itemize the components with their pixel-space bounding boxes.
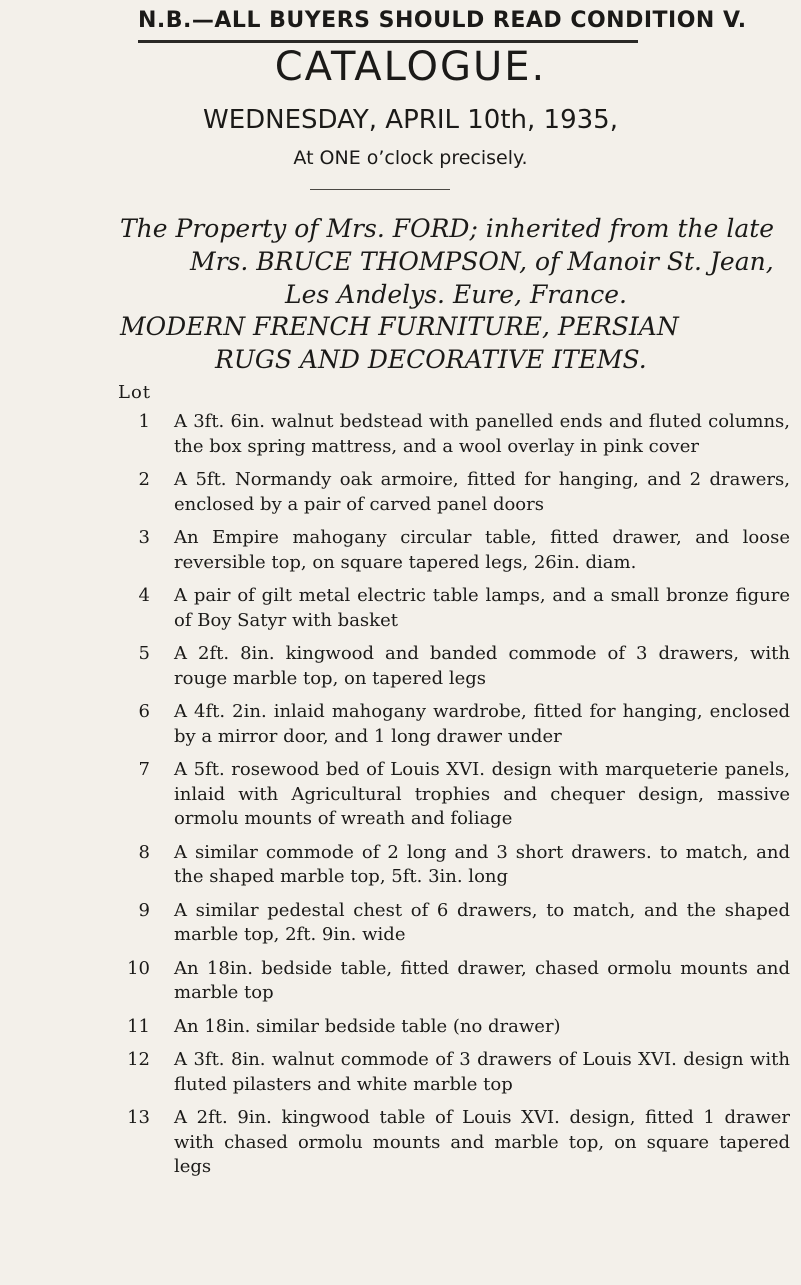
- lot-description: A 5ft. rosewood bed of Louis XVI. design with marqueterie panels, inlaid with Agricultural trophies and chequer design, massive ormolu mounts of wreath and foliage: [174, 759, 790, 829]
- lot-description: An 18in. bedside table, fitted drawer, chased ormolu mounts and marble top: [174, 957, 790, 1003]
- lot-item: [118, 841, 790, 890]
- lot-number: 13: [127, 1107, 150, 1128]
- lot-description: A 3ft. 6in. walnut bedstead with panelled ends and fluted columns, the box spring mattress, and a wool overlay in pink cover: [174, 411, 790, 457]
- section-heading-line: RUGS AND DECORATIVE ITEMS.: [215, 345, 647, 374]
- lot-number: 5: [138, 643, 150, 664]
- lot-description: A similar commode of 2 long and 3 short drawers. to match, and the shaped marble top, 5ft. 3in. long: [174, 841, 790, 887]
- lot-number: 2: [138, 469, 150, 490]
- lot-item: [118, 700, 790, 749]
- lot-item: [118, 758, 790, 832]
- lot-number: 7: [138, 759, 150, 780]
- lot-number: 3: [138, 527, 150, 548]
- notice-underline: [138, 40, 638, 43]
- divider-rule: [310, 189, 450, 190]
- lot-list: [118, 410, 790, 1189]
- provenance-line: Mrs. BRUCE THOMPSON, of Manoir St. Jean,: [190, 247, 774, 276]
- lot-number: 12: [127, 1049, 150, 1070]
- lot-number: 11: [127, 1015, 150, 1037]
- lot-number: 9: [138, 899, 150, 921]
- lot-item: [118, 584, 790, 633]
- sale-time: At ONE o’clock precisely.: [293, 147, 528, 169]
- section-heading-line: MODERN FRENCH FURNITURE, PERSIAN: [120, 312, 679, 341]
- section-heading: [120, 310, 792, 376]
- sale-date: WEDNESDAY, APRIL 10th, 1935,: [203, 105, 618, 135]
- catalogue-title: CATALOGUE.: [274, 44, 547, 90]
- lot-item: [118, 526, 790, 575]
- lot-description: A similar pedestal chest of 6 drawers, to match, and the shaped marble top, 2ft. 9in. wide: [174, 899, 790, 945]
- lot-description: A 4ft. 2in. inlaid mahogany wardrobe, fitted for hanging, enclosed by a mirror door, and 1 long drawer under: [174, 701, 790, 747]
- lot-description: An 18in. similar bedside table (no drawer): [174, 1015, 561, 1037]
- lot-item: [118, 468, 790, 517]
- lot-item: [118, 1048, 790, 1097]
- lot-item: [118, 1015, 790, 1040]
- lot-number: 4: [138, 585, 150, 606]
- lot-item: [118, 642, 790, 691]
- lot-description: An Empire mahogany circular table, fitted drawer, and loose reversible top, on square tapered legs, 26in. diam.: [174, 527, 790, 573]
- lot-number: 8: [138, 841, 150, 863]
- lot-number: 6: [138, 701, 150, 722]
- lot-item: [118, 957, 790, 1006]
- provenance-line: The Property of Mrs. FORD; inherited from the late: [120, 214, 775, 243]
- provenance: [120, 212, 792, 311]
- provenance-line: Les Andelys. Eure, France.: [284, 280, 627, 309]
- lot-description: A 2ft. 8in. kingwood and banded commode of 3 drawers, with rouge marble top, on tapered legs: [174, 643, 790, 689]
- lot-number: 10: [127, 957, 150, 979]
- lot-column-label: Lot: [118, 382, 152, 403]
- lot-description: A pair of gilt metal electric table lamps, and a small bronze figure of Boy Satyr with basket: [174, 585, 790, 631]
- lot-item: [118, 410, 790, 459]
- lot-description: A 3ft. 8in. walnut commode of 3 drawers of Louis XVI. design with fluted pilasters and white marble top: [174, 1049, 790, 1095]
- lot-description: A 2ft. 9in. kingwood table of Louis XVI. design, fitted 1 drawer with chased ormolu mounts and marble top, on square tapered legs: [174, 1107, 790, 1177]
- lot-item: [118, 899, 790, 948]
- lot-number: 1: [138, 411, 150, 432]
- conditions-notice: N.B.—ALL BUYERS SHOULD READ CONDITION V.: [138, 8, 747, 33]
- lot-description: A 5ft. Normandy oak armoire, fitted for hanging, and 2 drawers, enclosed by a pair of carved panel doors: [174, 469, 790, 515]
- lot-item: [118, 1106, 790, 1180]
